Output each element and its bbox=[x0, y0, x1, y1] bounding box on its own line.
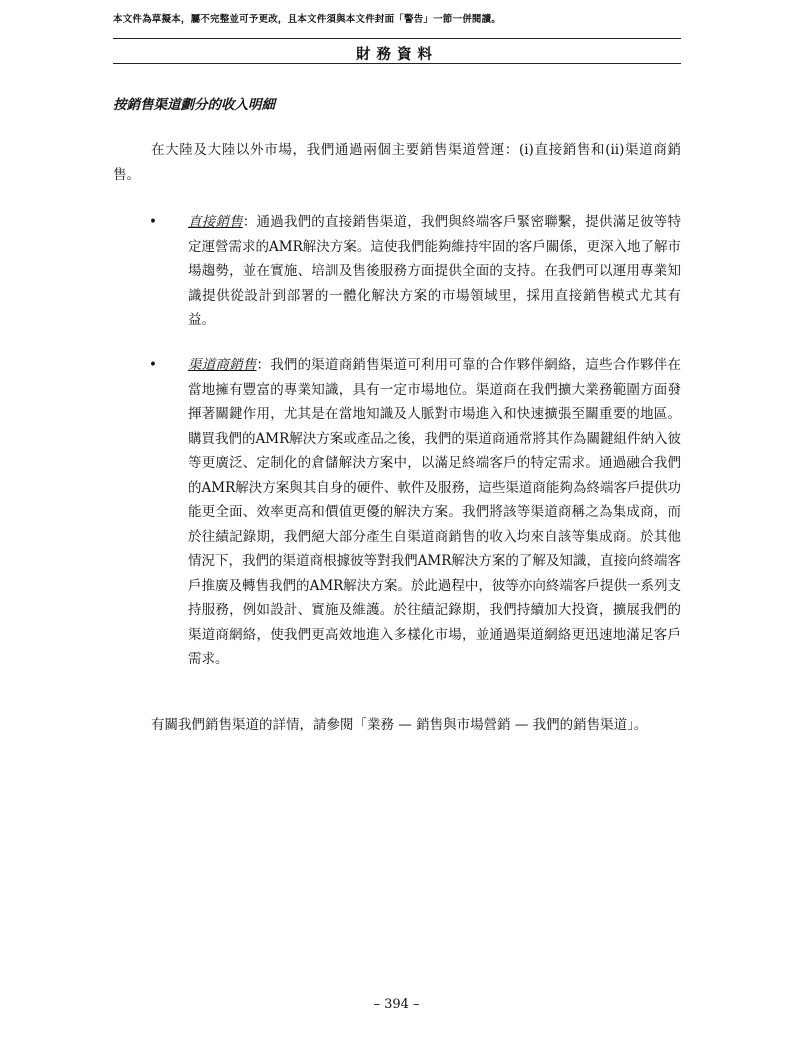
bullet-channel-sales bbox=[188, 353, 681, 672]
header-rule-bottom bbox=[113, 63, 681, 64]
bullet-text: ：我們的渠道商銷售渠道可利用可靠的合作夥伴網絡，這些合作夥伴在當地擁有豐富的專業知識，具有一定市場地位。渠道商在我們擴大業務範圍方面發揮著關鍵作用，尤其是在當地知識及人脈對市場進入和快速擴張至關重要的地區。購買我們的AMR解決方案或產品之後，我們的渠道商通常將其作為關鍵組件納入彼等更廣泛、定制化的倉儲解決方案中，以滿足終端客戶的特定需求。通過融合我們的AMR解決方案與其自身的硬件、軟件及服務，這些渠道商能夠為終端客戶提供功能更全面、效率更高和價值更優的解決方案。我們將該等渠道商稱之為集成商，而於往績記錄期，我們絕大部分產生自渠道商銷售的收入均來自該等集成商。於其他情況下，我們的渠道商根據彼等對我們AMR解決方案的了解及知識，直接向終端客戶推廣及轉售我們的AMR解決方案。於此過程中，彼等亦向終端客戶提供一系列支持服務，例如設計、實施及維護。於往績記錄期，我們持續加大投資，擴展我們的渠道商網絡，使我們更高效地進入多樣化市場，並通過渠道網絡更迅速地滿足客戶需求。 bbox=[188, 357, 681, 667]
bullet-term: 直接銷售 bbox=[188, 214, 243, 230]
bullet-text: ：通過我們的直接銷售渠道，我們與終端客戶緊密聯繫，提供滿足彼等特定運營需求的AMR解決方案。這使我們能夠維持牢固的客戶關係，更深入地了解市場趨勢，並在實施、培訓及售後服務方面提供全面的支持。在我們可以運用專業知識提供從設計到部署的一體化解決方案的市場領域里，採用直接銷售模式尤其有益。 bbox=[188, 214, 682, 328]
bullet-direct-sales bbox=[188, 210, 681, 333]
bullet-marker: • bbox=[149, 357, 157, 373]
header-rule-top bbox=[113, 38, 681, 39]
page-number: – 394 – bbox=[373, 997, 420, 1012]
bullet-marker: • bbox=[149, 214, 157, 230]
section-title: 按銷售渠道劃分的收入明細 bbox=[113, 97, 275, 113]
page-header: 財務資料 bbox=[356, 47, 438, 63]
bullet-term: 渠道商銷售 bbox=[188, 357, 257, 373]
closing-paragraph: 有關我們銷售渠道的詳情，請參閱「業務 — 銷售與市場營銷 — 我們的銷售渠道」。 bbox=[151, 717, 648, 733]
draft-warning: 本文件為草擬本，屬不完整並可予更改，且本文件須與本文件封面「警告」一節一併閱讀。 bbox=[113, 14, 502, 25]
intro-paragraph: 在大陸及大陸以外市場，我們通過兩個主要銷售渠道營運：(i)直接銷售和(ii)渠道商銷售。 bbox=[113, 142, 681, 183]
